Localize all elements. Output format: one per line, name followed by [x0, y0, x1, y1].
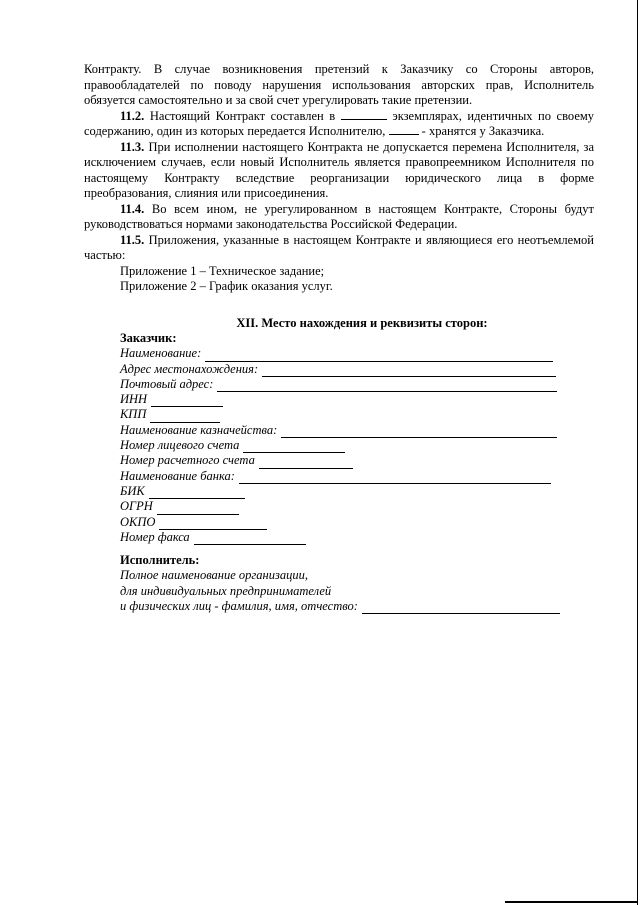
customer-requisites	[120, 331, 590, 545]
executor-name-field[interactable]	[362, 602, 560, 614]
customer-postal-field[interactable]	[217, 380, 557, 392]
paragraph-11-4	[84, 202, 594, 233]
customer-bank-row	[120, 469, 590, 484]
customer-location-label: Адрес местонахождения:	[120, 361, 259, 376]
customer-bik-field[interactable]	[149, 487, 245, 499]
executor-name-row	[120, 599, 590, 614]
customer-name-field[interactable]	[205, 350, 553, 362]
paragraph-11-3	[84, 140, 594, 202]
customer-bik-row	[120, 484, 590, 499]
customer-fax-row	[120, 530, 590, 545]
customer-kpp-label: КПП	[120, 407, 147, 422]
customer-kpp-row	[120, 407, 590, 422]
clause-text: экземплярах, идентичных по своему содержанию, один из которых передается Исполнителю,	[84, 108, 595, 138]
executor-name-label: и физических лиц - фамилия, имя, отчество:	[120, 598, 358, 613]
clause-number: 11.4.	[120, 201, 145, 216]
paragraph-11-2	[84, 109, 594, 140]
customer-location-row	[120, 362, 590, 377]
customer-fax-field[interactable]	[194, 533, 306, 545]
customer-ogrn-field[interactable]	[157, 503, 239, 515]
customer-fax-label: Номер факса	[120, 529, 190, 544]
annex-2: Приложение 2 – График оказания услуг.	[120, 279, 333, 293]
executor-copies-blank[interactable]	[389, 124, 419, 135]
customer-title: Заказчик:	[120, 331, 177, 345]
customer-settlement-account-row	[120, 453, 590, 468]
customer-inn-label: ИНН	[120, 392, 148, 407]
customer-personal-account-field[interactable]	[243, 441, 345, 453]
clause-number: 11.2.	[120, 108, 145, 123]
executor-line-1: Полное наименование организации,	[120, 568, 309, 583]
customer-postal-label: Почтовый адрес:	[120, 376, 214, 391]
paragraph-11-5	[84, 233, 594, 264]
customer-okpo-row	[120, 515, 590, 530]
customer-name-row	[120, 346, 590, 361]
clause-number: 11.3.	[120, 139, 145, 154]
customer-inn-field[interactable]	[151, 395, 223, 407]
customer-okpo-label: ОКПО	[120, 514, 156, 529]
page-frame-right	[637, 0, 638, 905]
customer-personal-account-row	[120, 438, 590, 453]
customer-kpp-field[interactable]	[150, 411, 220, 423]
copies-blank[interactable]	[341, 109, 387, 120]
executor-line-2: для индивидуальных предпринимателей	[120, 583, 332, 598]
customer-bank-label: Наименование банка:	[120, 468, 235, 483]
contract-body	[84, 62, 594, 295]
clause-number: 11.5.	[120, 232, 145, 247]
customer-settlement-account-label: Номер расчетного счета	[120, 453, 255, 468]
customer-name-label: Наименование:	[120, 346, 202, 361]
customer-personal-account-label: Номер лицевого счета	[120, 438, 240, 453]
customer-bank-field[interactable]	[239, 472, 551, 484]
customer-okpo-field[interactable]	[159, 518, 267, 530]
customer-treasury-label: Наименование казначейства:	[120, 422, 278, 437]
customer-bik-label: БИК	[120, 483, 145, 498]
executor-requisites	[120, 553, 590, 614]
customer-location-field[interactable]	[262, 365, 556, 377]
annex-1: Приложение 1 – Техническое задание;	[120, 263, 325, 278]
clause-text: Во всем ином, не урегулированном в настоящем Контракте, Стороны будут руководствоваться нормами законодательства Российской Федерации.	[84, 201, 594, 231]
customer-inn-row	[120, 392, 590, 407]
clause-text: Настоящий Контракт составлен в	[149, 108, 336, 123]
customer-settlement-account-field[interactable]	[259, 457, 353, 469]
paragraph-intro: Контракту. В случае возникновения претензий к Заказчику со Стороны авторов, правообладателей по поводу нарушения использования авторских прав, Исполнитель обязуется самостоятельно и за свой счет урегулировать такие претензии.	[84, 62, 594, 107]
page-frame-bottom	[505, 901, 638, 903]
clause-text: Приложения, указанные в настоящем Контракте и являющиеся его неотъемлемой частью:	[84, 232, 594, 262]
customer-treasury-field[interactable]	[281, 426, 557, 438]
clause-text: - хранятся у Заказчика.	[421, 124, 545, 138]
customer-ogrn-label: ОГРН	[120, 499, 153, 514]
clause-text: При исполнении настоящего Контракта не допускается перемена Исполнителя, за исключением случаев, если новый Исполнитель является правопреемником Исполнителя по настоящему Контракту вследствие реорганизации юридического лица в форме преобразования, слияния или присоединения.	[84, 139, 594, 200]
section-heading: XII. Место нахождения и реквизиты сторон:	[236, 316, 488, 330]
customer-postal-row	[120, 377, 590, 392]
customer-ogrn-row	[120, 499, 590, 514]
executor-title: Исполнитель:	[120, 553, 200, 567]
customer-treasury-row	[120, 423, 590, 438]
